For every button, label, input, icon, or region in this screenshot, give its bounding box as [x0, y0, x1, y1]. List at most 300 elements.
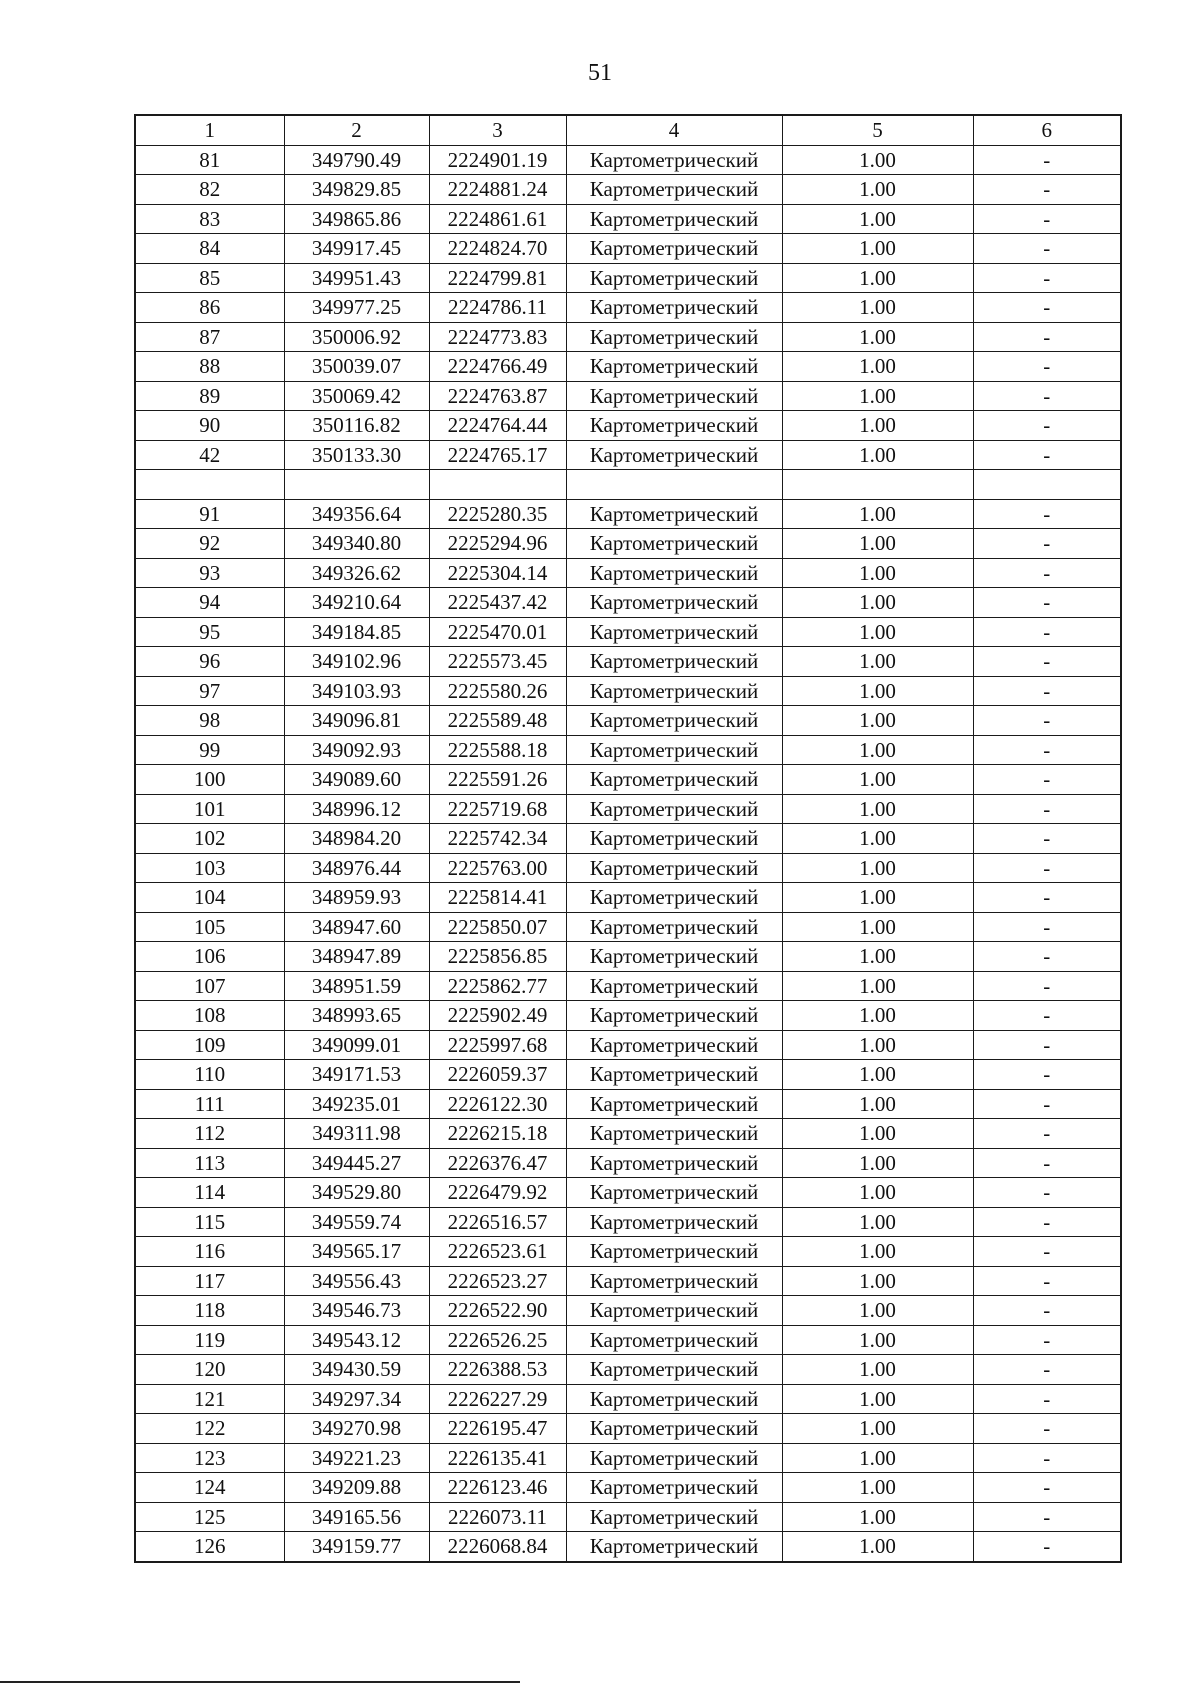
table-cell-col-4 — [566, 470, 782, 500]
table-cell-col-5: 1.00 — [782, 1148, 973, 1178]
table-row — [135, 381, 1121, 411]
table-cell-col-5: 1.00 — [782, 558, 973, 588]
table-cell-col-1: 117 — [135, 1266, 284, 1296]
table-cell-col-5 — [782, 470, 973, 500]
table-cell-col-6: - — [973, 1119, 1121, 1149]
table-cell-col-1: 113 — [135, 1148, 284, 1178]
table-cell-col-1: 106 — [135, 942, 284, 972]
table-row — [135, 942, 1121, 972]
table-cell-col-4: Картометрический — [566, 1266, 782, 1296]
column-header-5: 5 — [782, 115, 973, 145]
table-row — [135, 735, 1121, 765]
table-body — [135, 145, 1121, 1562]
table-cell-col-6: - — [973, 942, 1121, 972]
table-cell-col-5: 1.00 — [782, 1178, 973, 1208]
table-row — [135, 647, 1121, 677]
table-row — [135, 794, 1121, 824]
table-cell-col-2: 349340.80 — [284, 529, 429, 559]
table-cell-col-4: Картометрический — [566, 411, 782, 441]
table-row — [135, 1266, 1121, 1296]
table-cell-col-3: 2226523.27 — [429, 1266, 566, 1296]
table-cell-col-4: Картометрический — [566, 883, 782, 913]
table-row — [135, 1296, 1121, 1326]
coordinates-table — [134, 114, 1122, 1563]
table-cell-col-4: Картометрический — [566, 1030, 782, 1060]
table-row — [135, 1414, 1121, 1444]
table-cell-col-6: - — [973, 588, 1121, 618]
table-cell-col-6: - — [973, 411, 1121, 441]
table-row — [135, 1060, 1121, 1090]
table-cell-col-4: Картометрический — [566, 529, 782, 559]
table-cell-col-2: 349096.81 — [284, 706, 429, 736]
table-cell-col-5: 1.00 — [782, 1443, 973, 1473]
table-cell-col-3: 2226123.46 — [429, 1473, 566, 1503]
table-cell-col-3: 2225902.49 — [429, 1001, 566, 1031]
table-cell-col-6 — [973, 470, 1121, 500]
table-row — [135, 1355, 1121, 1385]
table-cell-col-1: 100 — [135, 765, 284, 795]
table-cell-col-3: 2225470.01 — [429, 617, 566, 647]
table-cell-col-1: 89 — [135, 381, 284, 411]
table-cell-col-1: 84 — [135, 234, 284, 264]
table-cell-col-2: 349099.01 — [284, 1030, 429, 1060]
table-cell-col-1: 114 — [135, 1178, 284, 1208]
table-cell-col-6: - — [973, 1296, 1121, 1326]
table-row — [135, 1443, 1121, 1473]
table-cell-col-5: 1.00 — [782, 1119, 973, 1149]
table-cell-col-1 — [135, 470, 284, 500]
table-cell-col-1: 95 — [135, 617, 284, 647]
table-cell-col-5: 1.00 — [782, 1384, 973, 1414]
table-row — [135, 1473, 1121, 1503]
table-row — [135, 175, 1121, 205]
table-cell-col-2: 349210.64 — [284, 588, 429, 618]
bottom-rule — [0, 1681, 520, 1683]
table-cell-col-1: 109 — [135, 1030, 284, 1060]
table-cell-col-5: 1.00 — [782, 1532, 973, 1562]
table-cell-col-2: 349917.45 — [284, 234, 429, 264]
table-cell-col-6: - — [973, 647, 1121, 677]
table-cell-col-6: - — [973, 1443, 1121, 1473]
table-row — [135, 1148, 1121, 1178]
table-cell-col-6: - — [973, 1384, 1121, 1414]
table-cell-col-5: 1.00 — [782, 824, 973, 854]
table-row — [135, 411, 1121, 441]
table-row — [135, 706, 1121, 736]
table-cell-col-4: Картометрический — [566, 853, 782, 883]
table-row — [135, 1207, 1121, 1237]
table-row — [135, 617, 1121, 647]
table-cell-col-6: - — [973, 706, 1121, 736]
table-cell-col-2: 349221.23 — [284, 1443, 429, 1473]
table-row — [135, 1178, 1121, 1208]
table-cell-col-1: 111 — [135, 1089, 284, 1119]
table-cell-col-3: 2224763.87 — [429, 381, 566, 411]
table-cell-col-4: Картометрический — [566, 381, 782, 411]
table-cell-col-6: - — [973, 499, 1121, 529]
table-cell-col-4: Картометрический — [566, 558, 782, 588]
table-cell-col-5: 1.00 — [782, 1207, 973, 1237]
table-cell-col-3: 2225589.48 — [429, 706, 566, 736]
table-cell-col-3: 2224861.61 — [429, 204, 566, 234]
table-cell-col-6: - — [973, 971, 1121, 1001]
table-cell-col-6: - — [973, 1237, 1121, 1267]
table-cell-col-3: 2225437.42 — [429, 588, 566, 618]
table-cell-col-2: 349356.64 — [284, 499, 429, 529]
page-number: 51 — [588, 60, 612, 86]
table-row — [135, 1089, 1121, 1119]
table-cell-col-1: 101 — [135, 794, 284, 824]
table-cell-col-4: Картометрический — [566, 647, 782, 677]
table-cell-col-4: Картометрический — [566, 499, 782, 529]
table-cell-col-4: Картометрический — [566, 1502, 782, 1532]
table-cell-col-5: 1.00 — [782, 529, 973, 559]
table-cell-col-5: 1.00 — [782, 883, 973, 913]
column-header-6: 6 — [973, 115, 1121, 145]
header-row — [135, 115, 1121, 145]
table-cell-col-6: - — [973, 912, 1121, 942]
table-cell-col-2: 349171.53 — [284, 1060, 429, 1090]
table-cell-col-2: 349092.93 — [284, 735, 429, 765]
table-cell-col-5: 1.00 — [782, 1030, 973, 1060]
table-cell-col-4: Картометрический — [566, 440, 782, 470]
table-cell-col-6: - — [973, 175, 1121, 205]
column-header-3: 3 — [429, 115, 566, 145]
table-cell-col-6: - — [973, 234, 1121, 264]
table-row — [135, 676, 1121, 706]
table-cell-col-5: 1.00 — [782, 204, 973, 234]
table-cell-col-3: 2224881.24 — [429, 175, 566, 205]
table-header — [135, 115, 1121, 145]
table-cell-col-4: Картометрический — [566, 145, 782, 175]
table-cell-col-3: 2226135.41 — [429, 1443, 566, 1473]
table-row — [135, 1030, 1121, 1060]
table-cell-col-2: 350133.30 — [284, 440, 429, 470]
table-cell-col-4: Картометрический — [566, 706, 782, 736]
table-cell-col-1: 105 — [135, 912, 284, 942]
table-cell-col-6: - — [973, 1355, 1121, 1385]
table-cell-col-5: 1.00 — [782, 1266, 973, 1296]
table-cell-col-3: 2225580.26 — [429, 676, 566, 706]
table-cell-col-3: 2225719.68 — [429, 794, 566, 824]
table-cell-col-4: Картометрический — [566, 824, 782, 854]
table-cell-col-5: 1.00 — [782, 1355, 973, 1385]
table-cell-col-5: 1.00 — [782, 145, 973, 175]
table-cell-col-4: Картометрический — [566, 1325, 782, 1355]
table-cell-col-2: 348951.59 — [284, 971, 429, 1001]
table-cell-col-6: - — [973, 1207, 1121, 1237]
table-cell-col-4: Картометрический — [566, 942, 782, 972]
table-cell-col-4: Картометрический — [566, 676, 782, 706]
table-cell-col-5: 1.00 — [782, 293, 973, 323]
table-cell-col-5: 1.00 — [782, 912, 973, 942]
table-cell-col-2: 349165.56 — [284, 1502, 429, 1532]
table-cell-col-1: 125 — [135, 1502, 284, 1532]
table-cell-col-5: 1.00 — [782, 1237, 973, 1267]
table-row — [135, 293, 1121, 323]
table-cell-col-1: 88 — [135, 352, 284, 382]
table-cell-col-5: 1.00 — [782, 322, 973, 352]
table-cell-col-3: 2225742.34 — [429, 824, 566, 854]
table-cell-col-4: Картометрический — [566, 735, 782, 765]
table-cell-col-6: - — [973, 1148, 1121, 1178]
table-cell-col-2: 349159.77 — [284, 1532, 429, 1562]
table-cell-col-5: 1.00 — [782, 1502, 973, 1532]
table-cell-col-2: 349556.43 — [284, 1266, 429, 1296]
table-cell-col-6: - — [973, 381, 1121, 411]
table-cell-col-1: 112 — [135, 1119, 284, 1149]
table-cell-col-4: Картометрический — [566, 1148, 782, 1178]
table-cell-col-2: 348947.89 — [284, 942, 429, 972]
table-cell-col-4: Картометрический — [566, 765, 782, 795]
table-cell-col-3: 2225856.85 — [429, 942, 566, 972]
table-cell-col-5: 1.00 — [782, 1060, 973, 1090]
table-cell-col-2: 349326.62 — [284, 558, 429, 588]
table-cell-col-3: 2224765.17 — [429, 440, 566, 470]
table-cell-col-1: 124 — [135, 1473, 284, 1503]
table-row — [135, 352, 1121, 382]
table-cell-col-2: 349102.96 — [284, 647, 429, 677]
table-cell-col-1: 83 — [135, 204, 284, 234]
table-cell-col-4: Картометрический — [566, 1237, 782, 1267]
table-cell-col-3: 2225591.26 — [429, 765, 566, 795]
table-cell-col-1: 97 — [135, 676, 284, 706]
table-row — [135, 322, 1121, 352]
column-header-4: 4 — [566, 115, 782, 145]
table-cell-col-2: 348993.65 — [284, 1001, 429, 1031]
table-cell-col-5: 1.00 — [782, 794, 973, 824]
table-row — [135, 529, 1121, 559]
table-cell-col-2: 350069.42 — [284, 381, 429, 411]
table-cell-col-5: 1.00 — [782, 853, 973, 883]
table-cell-col-3 — [429, 470, 566, 500]
table-cell-col-4: Картометрический — [566, 204, 782, 234]
table-row — [135, 1237, 1121, 1267]
table-cell-col-5: 1.00 — [782, 411, 973, 441]
table-cell-col-2 — [284, 470, 429, 500]
table-cell-col-3: 2226073.11 — [429, 1502, 566, 1532]
table-cell-col-5: 1.00 — [782, 234, 973, 264]
table-cell-col-1: 98 — [135, 706, 284, 736]
table-cell-col-2: 349543.12 — [284, 1325, 429, 1355]
table-cell-col-3: 2225588.18 — [429, 735, 566, 765]
table-cell-col-2: 348976.44 — [284, 853, 429, 883]
table-cell-col-4: Картометрический — [566, 1443, 782, 1473]
table-cell-col-5: 1.00 — [782, 1473, 973, 1503]
table-cell-col-1: 90 — [135, 411, 284, 441]
table-cell-col-3: 2226522.90 — [429, 1296, 566, 1326]
table-cell-col-2: 349445.27 — [284, 1148, 429, 1178]
table-cell-col-6: - — [973, 1089, 1121, 1119]
table-cell-col-3: 2226479.92 — [429, 1178, 566, 1208]
table-cell-col-3: 2224799.81 — [429, 263, 566, 293]
column-header-2: 2 — [284, 115, 429, 145]
table-cell-col-6: - — [973, 853, 1121, 883]
table-cell-col-5: 1.00 — [782, 647, 973, 677]
table-cell-col-2: 349529.80 — [284, 1178, 429, 1208]
table-row — [135, 912, 1121, 942]
table-cell-col-1: 91 — [135, 499, 284, 529]
table-cell-col-5: 1.00 — [782, 440, 973, 470]
table-row — [135, 1502, 1121, 1532]
table-cell-col-5: 1.00 — [782, 765, 973, 795]
table-cell-col-1: 82 — [135, 175, 284, 205]
table-cell-col-6: - — [973, 293, 1121, 323]
table-cell-col-1: 85 — [135, 263, 284, 293]
table-cell-col-3: 2226516.57 — [429, 1207, 566, 1237]
table-cell-col-2: 349209.88 — [284, 1473, 429, 1503]
table-cell-col-1: 122 — [135, 1414, 284, 1444]
table-row — [135, 234, 1121, 264]
table-row — [135, 1119, 1121, 1149]
table-cell-col-3: 2226122.30 — [429, 1089, 566, 1119]
table-cell-col-4: Картометрический — [566, 794, 782, 824]
table-cell-col-3: 2226068.84 — [429, 1532, 566, 1562]
table-cell-col-1: 104 — [135, 883, 284, 913]
table-cell-col-2: 349565.17 — [284, 1237, 429, 1267]
table-cell-col-4: Картометрический — [566, 293, 782, 323]
table-cell-col-5: 1.00 — [782, 381, 973, 411]
table-cell-col-6: - — [973, 765, 1121, 795]
table-cell-col-6: - — [973, 617, 1121, 647]
table-cell-col-1: 110 — [135, 1060, 284, 1090]
table-row — [135, 824, 1121, 854]
table-cell-col-5: 1.00 — [782, 175, 973, 205]
column-header-1: 1 — [135, 115, 284, 145]
table-cell-col-4: Картометрический — [566, 912, 782, 942]
table-cell-col-1: 118 — [135, 1296, 284, 1326]
table-cell-col-4: Картометрический — [566, 1532, 782, 1562]
table-cell-col-3: 2224901.19 — [429, 145, 566, 175]
table-cell-col-2: 349270.98 — [284, 1414, 429, 1444]
table-cell-col-5: 1.00 — [782, 942, 973, 972]
table-row — [135, 971, 1121, 1001]
table-cell-col-5: 1.00 — [782, 263, 973, 293]
table-cell-col-4: Картометрический — [566, 234, 782, 264]
table-cell-col-1: 102 — [135, 824, 284, 854]
table-cell-col-6: - — [973, 1502, 1121, 1532]
table-cell-col-3: 2225997.68 — [429, 1030, 566, 1060]
table-cell-col-2: 349235.01 — [284, 1089, 429, 1119]
table-cell-col-1: 42 — [135, 440, 284, 470]
table-cell-col-3: 2225573.45 — [429, 647, 566, 677]
table-cell-col-6: - — [973, 204, 1121, 234]
table-cell-col-1: 87 — [135, 322, 284, 352]
table-cell-col-6: - — [973, 824, 1121, 854]
table-cell-col-1: 93 — [135, 558, 284, 588]
table-cell-col-5: 1.00 — [782, 588, 973, 618]
table-cell-col-6: - — [973, 352, 1121, 382]
table-cell-col-3: 2226376.47 — [429, 1148, 566, 1178]
table-cell-col-1: 107 — [135, 971, 284, 1001]
table-cell-col-5: 1.00 — [782, 1089, 973, 1119]
table-cell-col-6: - — [973, 735, 1121, 765]
table-cell-col-2: 348959.93 — [284, 883, 429, 913]
table-cell-col-2: 348996.12 — [284, 794, 429, 824]
table-cell-col-1: 126 — [135, 1532, 284, 1562]
table-row — [135, 588, 1121, 618]
table-cell-col-3: 2226195.47 — [429, 1414, 566, 1444]
table-cell-col-3: 2225280.35 — [429, 499, 566, 529]
table-cell-col-3: 2224766.49 — [429, 352, 566, 382]
table-cell-col-6: - — [973, 883, 1121, 913]
table-cell-col-2: 349103.93 — [284, 676, 429, 706]
table-cell-col-3: 2224773.83 — [429, 322, 566, 352]
table-cell-col-3: 2225814.41 — [429, 883, 566, 913]
table-cell-col-4: Картометрический — [566, 1001, 782, 1031]
table-cell-col-3: 2225850.07 — [429, 912, 566, 942]
table-cell-col-5: 1.00 — [782, 735, 973, 765]
table-cell-col-1: 115 — [135, 1207, 284, 1237]
table-cell-col-2: 348947.60 — [284, 912, 429, 942]
table-cell-col-3: 2225862.77 — [429, 971, 566, 1001]
table-cell-col-6: - — [973, 1473, 1121, 1503]
table-cell-col-5: 1.00 — [782, 352, 973, 382]
table-cell-col-2: 349430.59 — [284, 1355, 429, 1385]
table-cell-col-4: Картометрический — [566, 588, 782, 618]
table-cell-col-2: 349977.25 — [284, 293, 429, 323]
table-cell-col-5: 1.00 — [782, 1414, 973, 1444]
table-cell-col-6: - — [973, 676, 1121, 706]
table-cell-col-4: Картометрический — [566, 1473, 782, 1503]
table-cell-col-2: 350039.07 — [284, 352, 429, 382]
table-cell-col-3: 2226059.37 — [429, 1060, 566, 1090]
table-cell-col-3: 2226523.61 — [429, 1237, 566, 1267]
table-cell-col-1: 108 — [135, 1001, 284, 1031]
table-cell-col-1: 121 — [135, 1384, 284, 1414]
table-cell-col-2: 349559.74 — [284, 1207, 429, 1237]
table-cell-col-2: 350116.82 — [284, 411, 429, 441]
table-cell-col-2: 349184.85 — [284, 617, 429, 647]
table-cell-col-6: - — [973, 1030, 1121, 1060]
table-row — [135, 204, 1121, 234]
table-cell-col-3: 2226227.29 — [429, 1384, 566, 1414]
table-cell-col-6: - — [973, 440, 1121, 470]
table-cell-col-4: Картометрический — [566, 175, 782, 205]
table-row — [135, 883, 1121, 913]
table-cell-col-4: Картометрический — [566, 971, 782, 1001]
table-cell-col-4: Картометрический — [566, 1089, 782, 1119]
table-cell-col-5: 1.00 — [782, 1325, 973, 1355]
table-cell-col-5: 1.00 — [782, 706, 973, 736]
table-cell-col-6: - — [973, 1266, 1121, 1296]
table-row — [135, 440, 1121, 470]
table-cell-col-4: Картометрический — [566, 1178, 782, 1208]
table-cell-col-1: 81 — [135, 145, 284, 175]
table-cell-col-2: 349829.85 — [284, 175, 429, 205]
table-cell-col-6: - — [973, 1178, 1121, 1208]
table-cell-col-3: 2225763.00 — [429, 853, 566, 883]
table-cell-col-2: 350006.92 — [284, 322, 429, 352]
table-cell-col-4: Картометрический — [566, 617, 782, 647]
table-cell-col-5: 1.00 — [782, 1001, 973, 1031]
table-cell-col-6: - — [973, 1060, 1121, 1090]
table-cell-col-4: Картометрический — [566, 322, 782, 352]
table-cell-col-1: 92 — [135, 529, 284, 559]
table-row — [135, 145, 1121, 175]
table-cell-col-1: 119 — [135, 1325, 284, 1355]
table-cell-col-1: 99 — [135, 735, 284, 765]
table-cell-col-1: 120 — [135, 1355, 284, 1385]
table-cell-col-4: Картометрический — [566, 1119, 782, 1149]
table-row — [135, 470, 1121, 500]
table-cell-col-2: 349297.34 — [284, 1384, 429, 1414]
table-row — [135, 558, 1121, 588]
table-cell-col-4: Картометрический — [566, 1355, 782, 1385]
table-cell-col-6: - — [973, 558, 1121, 588]
table-row — [135, 1532, 1121, 1562]
table-cell-col-3: 2226215.18 — [429, 1119, 566, 1149]
